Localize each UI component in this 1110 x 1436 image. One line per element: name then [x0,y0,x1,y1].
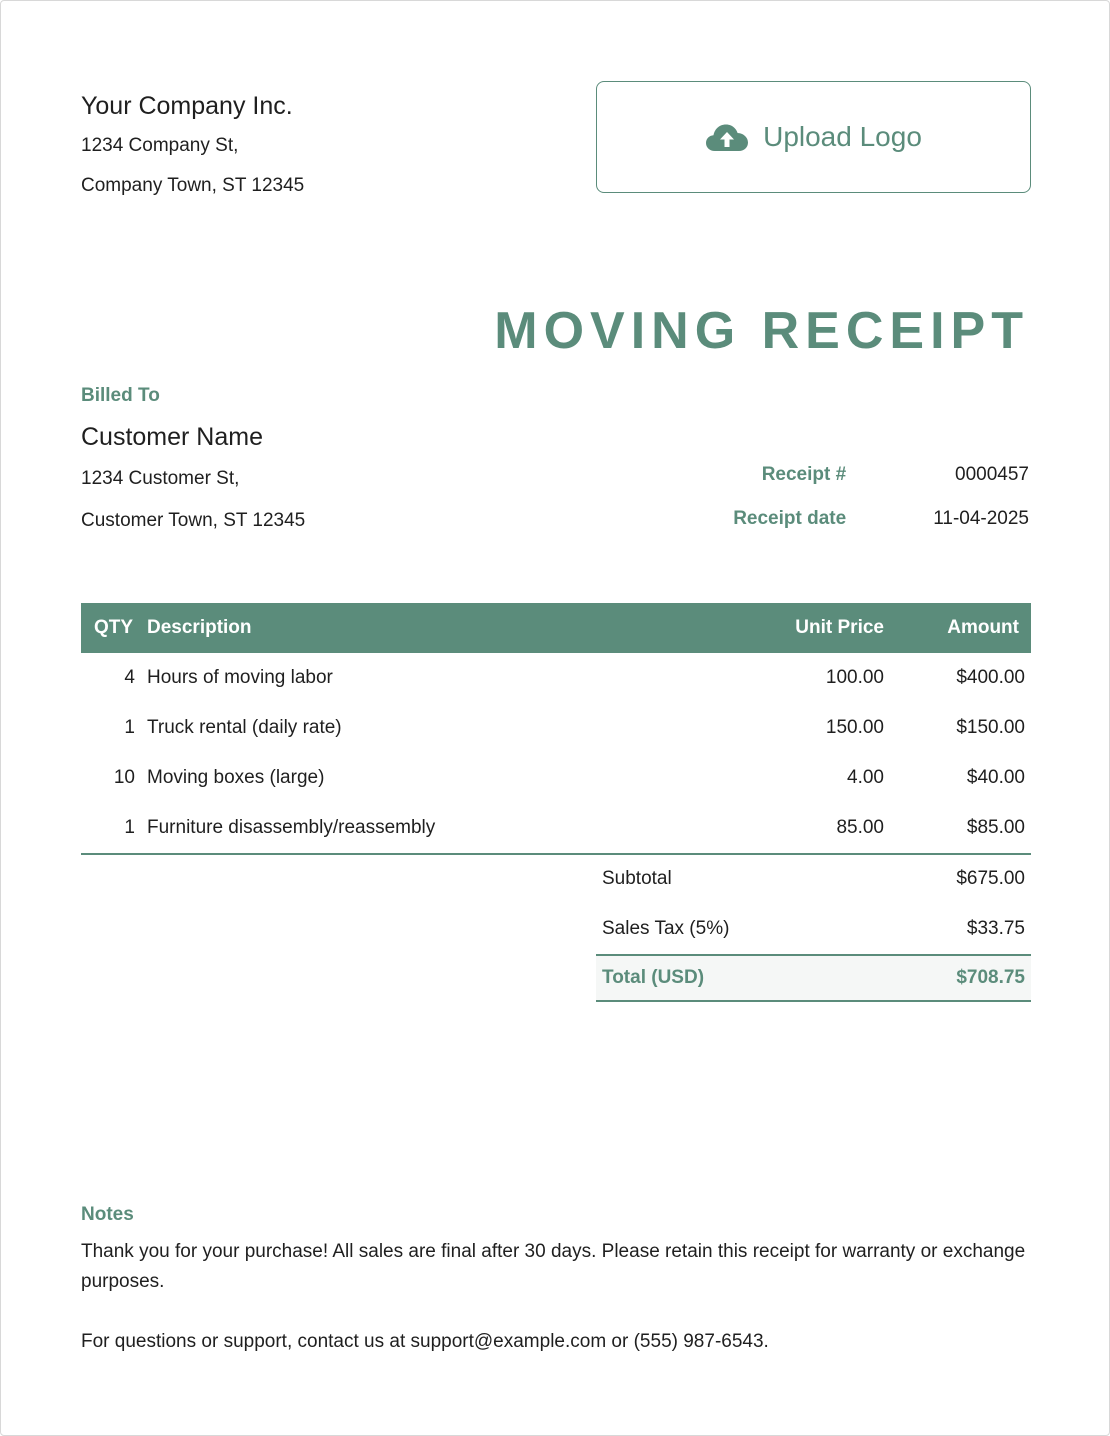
document-title[interactable]: MOVING RECEIPT [494,302,1029,360]
table-row[interactable] [81,653,1031,703]
header-amount: Amount [947,617,1019,638]
company-block [81,91,304,201]
billed-to-label: Billed To [81,385,160,406]
header-qty: QTY [94,617,134,638]
row-qty[interactable]: 4 [124,667,135,688]
customer-name[interactable]: Customer Name [81,423,263,451]
row-amount: $150.00 [956,717,1025,738]
row-amount: $400.00 [956,667,1025,688]
header-description: Description [147,617,252,638]
row-description[interactable]: Hours of moving labor [147,667,333,688]
receipt-number-value[interactable]: 0000457 [955,464,1029,485]
row-amount: $40.00 [966,767,1025,788]
row-unit-price[interactable]: 4.00 [847,767,884,788]
row-description[interactable]: Truck rental (daily rate) [147,717,342,738]
row-unit-price[interactable]: 100.00 [825,667,884,688]
receipt-number-row [609,453,1029,497]
tax-value: $33.75 [966,918,1025,939]
row-description[interactable]: Furniture disassembly/reassembly [147,817,436,838]
receipt-date-value[interactable]: 11-04-2025 [933,508,1029,529]
company-address-line1[interactable]: 1234 Company St, [81,135,239,156]
row-description[interactable]: Moving boxes (large) [147,767,325,788]
subtotal-label: Subtotal [602,868,672,889]
row-unit-price[interactable]: 85.00 [836,817,884,838]
cloud-upload-icon [705,122,749,152]
notes-block [81,1203,1041,1357]
table-header [81,603,1031,653]
totals-block [596,854,1031,1002]
tax-label[interactable]: Sales Tax (5%) [602,918,730,939]
header-unit-price: Unit Price [795,617,884,638]
row-qty[interactable]: 10 [113,767,135,788]
row-qty[interactable]: 1 [124,817,135,838]
receipt-date-label: Receipt date [733,508,847,529]
line-items-table [81,603,1031,855]
row-qty[interactable]: 1 [124,717,135,738]
total-label: Total (USD) [602,967,705,988]
subtotal-value: $675.00 [956,868,1025,889]
notes-text[interactable]: Thank you for your purchase! All sales are final after 30 days. Please retain this receipt for warranty or exchange purposes. [81,1241,1026,1292]
table-row[interactable] [81,803,1031,853]
customer-address-line2[interactable]: Customer Town, ST 12345 [81,510,306,531]
table-row[interactable] [81,753,1031,803]
total-value: $708.75 [956,967,1025,988]
company-name[interactable]: Your Company Inc. [81,92,293,120]
notes-label: Notes [81,1204,134,1225]
upload-logo-label: Upload Logo [763,121,922,152]
row-unit-price[interactable]: 150.00 [825,717,884,738]
total-row [596,954,1031,1002]
subtotal-row [596,854,1031,904]
receipt-date-row [609,497,1029,541]
customer-address-line1[interactable]: 1234 Customer St, [81,468,240,489]
upload-logo-button[interactable] [596,81,1031,193]
notes-contact[interactable]: For questions or support, contact us at support@example.com or (555) 987-6543. [81,1331,769,1352]
receipt-number-label: Receipt # [761,464,847,485]
receipt-meta [609,453,1029,541]
tax-row [596,904,1031,954]
company-address-line2[interactable]: Company Town, ST 12345 [81,175,305,196]
table-row[interactable] [81,703,1031,753]
row-amount: $85.00 [966,817,1025,838]
billed-to-block [81,384,305,536]
